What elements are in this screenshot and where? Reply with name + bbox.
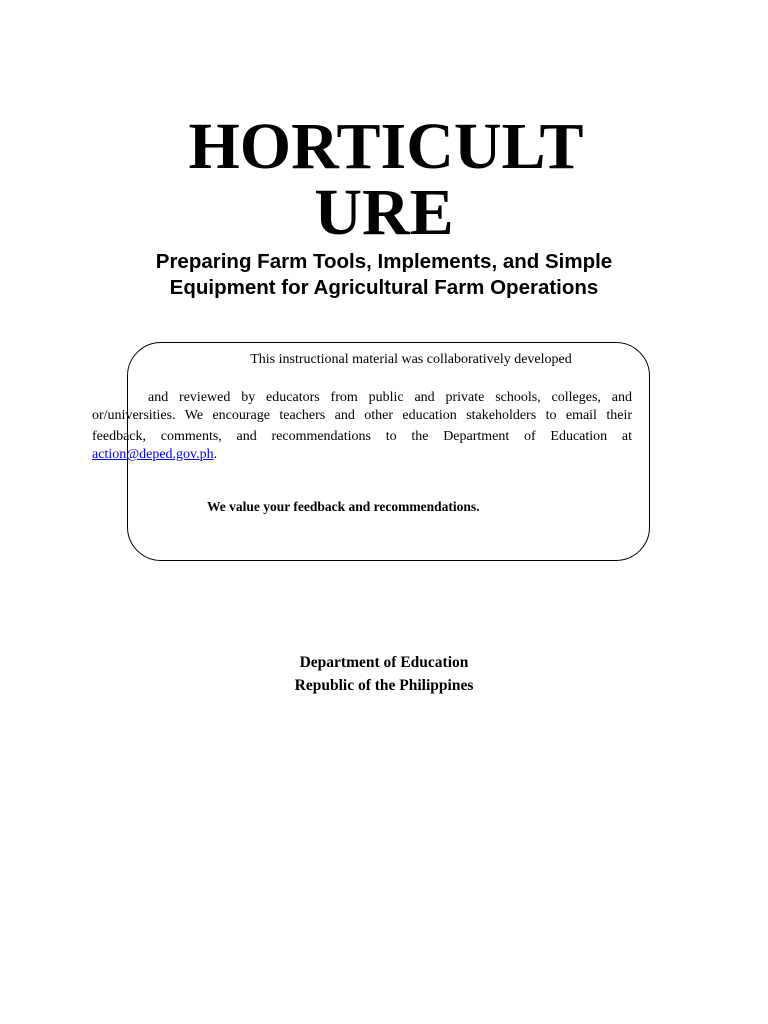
- publisher-name: Department of Education: [299, 654, 469, 671]
- publisher-country: Republic of the Philippines: [294, 677, 474, 694]
- feedback-statement: We value your feedback and recommendations.: [207, 499, 480, 514]
- email-link[interactable]: action@deped.gov.ph: [92, 447, 214, 462]
- document-title-line-2: URE: [314, 176, 454, 249]
- document-subtitle-line-2: Equipment for Agricultural Farm Operations: [169, 276, 599, 299]
- notice-line-1: This instructional material was collaboratively developed: [250, 352, 572, 367]
- notice-email-line: [92, 445, 217, 465]
- email-suffix: .: [213, 447, 218, 462]
- notice-line-4: feedback, comments, and recommendations to the Department of Education at: [92, 429, 632, 444]
- document-title-line-1: HORTICULT: [188, 110, 584, 183]
- notice-line-2: and reviewed by educators from public and private schools, colleges, and: [148, 390, 632, 405]
- document-subtitle-line-1: Preparing Farm Tools, Implements, and Simple: [155, 250, 613, 273]
- notice-line-3: or/universities. We encourage teachers and other education stakeholders to email their: [92, 408, 632, 423]
